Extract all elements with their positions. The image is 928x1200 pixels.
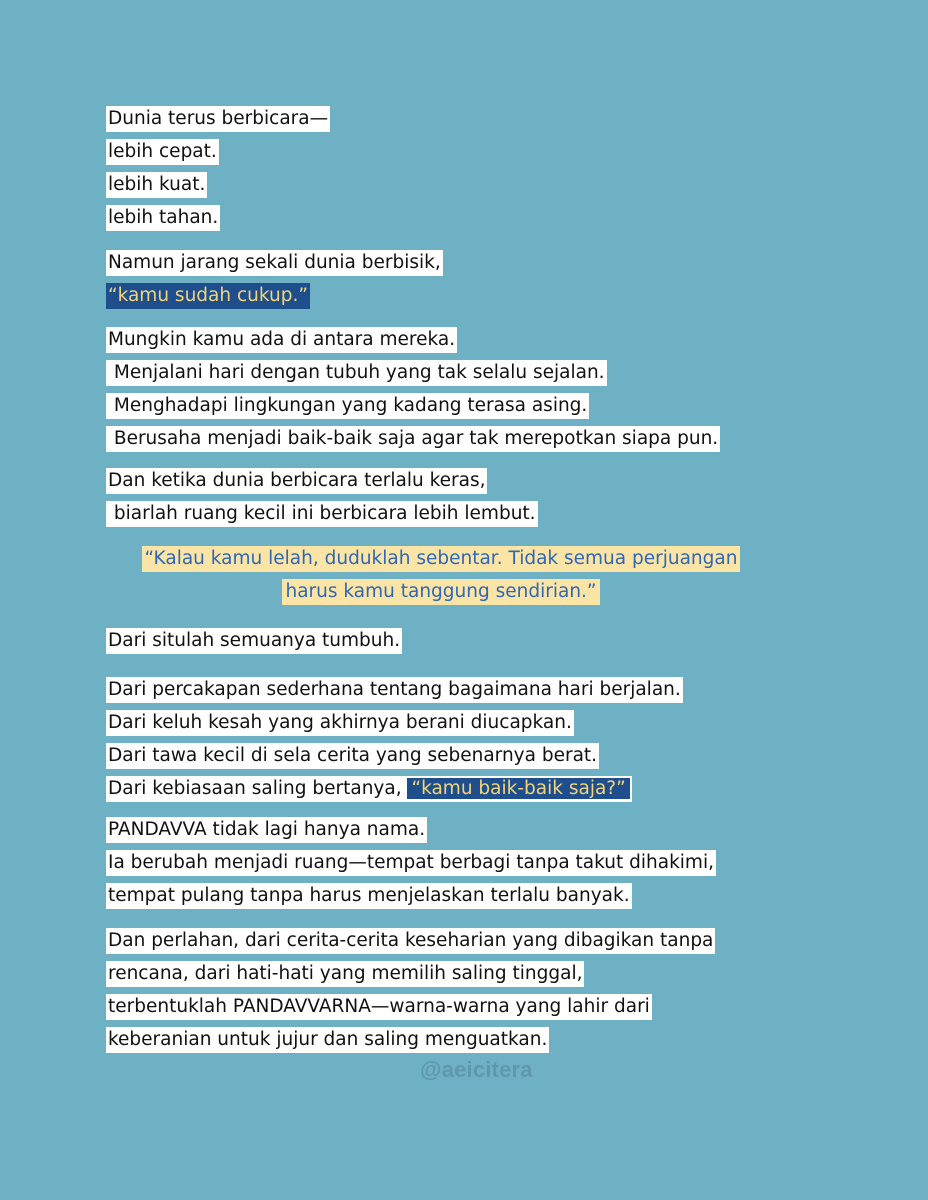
text-line: PANDAVVA tidak lagi hanya nama.: [106, 817, 427, 843]
text-line: Dari tawa kecil di sela cerita yang sebenarnya berat.: [106, 743, 599, 769]
paragraph-growth: [106, 628, 402, 661]
text-line: keberanian untuk jujur dan saling menguatkan.: [106, 1027, 549, 1053]
paragraph-pandavva: [106, 817, 716, 916]
highlight-phrase: “kamu baik-baik saja?”: [407, 778, 629, 799]
paragraph-world-speaks: [106, 468, 538, 534]
text-line: Berusaha menjadi baik-baik saja agar tak merepotkan siapa pun.: [106, 426, 720, 452]
text-line: Dan ketika dunia berbicara terlalu keras,: [106, 468, 487, 494]
quote-block: [106, 546, 776, 612]
text-line: Mungkin kamu ada di antara mereka.: [106, 327, 457, 353]
text-line: rencana, dari hati-hati yang memilih saling tinggal,: [106, 961, 584, 987]
text-line: [106, 776, 632, 802]
paragraph-perhaps: [106, 327, 720, 459]
quote-line: “Kalau kamu lelah, duduklah sebentar. Tidak semua perjuangan: [142, 546, 741, 572]
paragraph-conversations: [106, 677, 683, 809]
text-line: biarlah ruang kecil ini berbicara lebih lembut.: [106, 501, 538, 527]
text-line: Dan perlahan, dari cerita-cerita keseharian yang dibagikan tanpa: [106, 928, 715, 954]
text-line: terbentuklah PANDAVVARNA—warna-warna yang lahir dari: [106, 994, 652, 1020]
text-line: Dari situlah semuanya tumbuh.: [106, 628, 402, 654]
text-line: lebih kuat.: [106, 172, 207, 198]
text-line: Dari percakapan sederhana tentang bagaimana hari berjalan.: [106, 677, 683, 703]
paragraph-whisper: [106, 250, 443, 316]
paragraph-pandavvarna: [106, 928, 715, 1060]
text-line: tempat pulang tanpa harus menjelaskan terlalu banyak.: [106, 883, 632, 909]
author-handle: @aeicitera: [420, 1057, 533, 1082]
quote-line: harus kamu tanggung sendirian.”: [282, 579, 599, 605]
text-line: Ia berubah menjadi ruang—tempat berbagi tanpa takut dihakimi,: [106, 850, 716, 876]
text-line: Namun jarang sekali dunia berbisik,: [106, 250, 443, 276]
text-fragment: Dari kebiasaan saling bertanya,: [108, 778, 408, 799]
text-line: lebih tahan.: [106, 205, 220, 231]
text-line: Dunia terus berbicara—: [106, 106, 330, 132]
text-line: Menghadapi lingkungan yang kadang terasa asing.: [106, 393, 589, 419]
text-line: Dari keluh kesah yang akhirnya berani diucapkan.: [106, 710, 574, 736]
text-line: lebih cepat.: [106, 139, 219, 165]
paragraph-intro: [106, 106, 330, 238]
text-line: Menjalani hari dengan tubuh yang tak selalu sejalan.: [106, 360, 607, 386]
highlight-phrase: “kamu sudah cukup.”: [106, 283, 310, 309]
